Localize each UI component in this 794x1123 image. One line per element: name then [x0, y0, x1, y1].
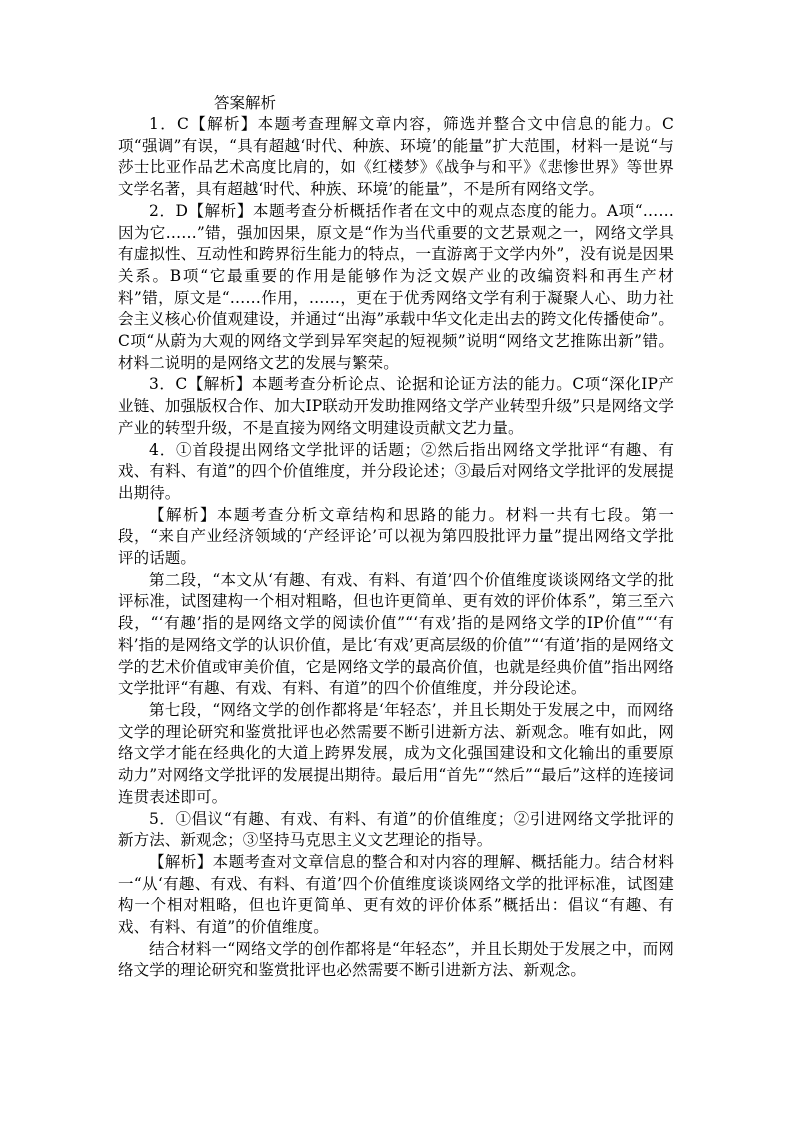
document-page — [118, 92, 674, 982]
answer-4-analysis: 【解析】本题考查分析文章结构和思路的能力。材料一共有七段。第一段，“来自产业经济领域的‘产经评论’可以视为第四股批评力量”提出网络文学批评的话题。 — [118, 505, 674, 568]
answer-2: 2．D【解析】本题考查分析概括作者在文中的观点态度的能力。A项“……因为它……”错，强加因果，原文是“作为当代重要的文艺景观之一，网络文学具有虚拟性、互动性和跨界衍生能力的特点，一直游离于文学内外”，没有说是因果关系。B项“它最重要的作用是能够作为泛文娱产业的改编资料和再生产材料”错，原文是“……作用，……，更在于优秀网络文学有利于凝聚人心、助力社会主义核心价值观建设，并通过“出海”承载中华文化走出去的跨文化传播使命”。C项“从蔚为大观的网络文学到异军突起的短视频”说明“网络文艺推陈出新”错。材料二说明的是网络文艺的发展与繁荣。 — [118, 201, 674, 372]
answer-5: 5．①倡议“有趣、有戏、有料、有道”的价值维度；②引进网络文学批评的新方法、新观念；③坚持马克思主义文艺理论的指导。 — [118, 809, 674, 850]
answer-5-analysis-para2: 结合材料一“网络文学的创作都将是“年轻态”，并且长期处于发展之中，而网络文学的理论研究和鉴赏批评也必然需要不断引进新方法、新观念。 — [118, 939, 674, 980]
answer-1: 1．C【解析】本题考查理解文章内容，筛选并整合文中信息的能力。C项“强调”有误，“具有超越‘时代、种族、环境’的能量”扩大范围，材料一是说“与莎士比亚作品艺术高度比肩的，如《红楼梦》《战争与和平》《悲惨世界》等世界文学名著，具有超越‘时代、种族、环境’的能量”，不是所有网络文学。 — [118, 115, 674, 199]
answer-4-analysis-para2: 第二段，“本文从‘有趣、有戏、有料、有道’四个价值维度谈谈网络文学的批评标准，试图建构一个相对粗略，但也许更简单、更有效的评价体系”，第三至六段，“‘有趣’指的是网络文学的阅读价值”“‘有戏’指的是网络文学的IP价值”“‘有料’指的是网络文学的认识价值，是比‘有戏’更高层级的价值”“‘有道’指的是网络文学的艺术价值或审美价值，它是网络文学的最高价值，也就是经典价值”指出网络文学批评“有趣、有戏、有料、有道”的四个价值维度，并分段论述。 — [118, 570, 674, 698]
answer-4: 4．①首段提出网络文学批评的话题；②然后指出网络文学批评“有趣、有戏、有料、有道”的四个价值维度，并分段论述；③最后对网络文学批评的发展提出期待。 — [118, 440, 674, 502]
answer-3: 3．C【解析】本题考查分析论点、论据和论证方法的能力。C项“深化IP产业链、加强版权合作、加大IP联动开发助推网络文学产业转型升级”只是网络文学产业的转型升级，不是直接为网络文明建设贡献文艺力量。 — [118, 375, 674, 437]
page-title: 答案解析 — [214, 94, 277, 112]
answer-4-analysis-para3: 第七段，“网络文学的创作都将是‘年轻态’，并且长期处于发展之中，而网络文学的理论研究和鉴赏批评也必然需要不断引进新方法、新观念。唯有如此，网络文学才能在经典化的大道上跨界发展，成为文化强国建设和文化输出的重要原动力”对网络文学批评的发展提出期待。最后用“首先”“然后”“最后”这样的连接词连贯表述即可。 — [118, 700, 674, 806]
answer-5-analysis: 【解析】本题考查对文章信息的整合和对内容的理解、概括能力。结合材料一“从‘有趣、有戏、有料、有道’四个价值维度谈谈网络文学的批评标准，试图建构一个相对粗略，但也许更简单、更有效的评价体系”概括出：倡议“有趣、有戏、有料、有道”的价值维度。 — [118, 852, 674, 937]
